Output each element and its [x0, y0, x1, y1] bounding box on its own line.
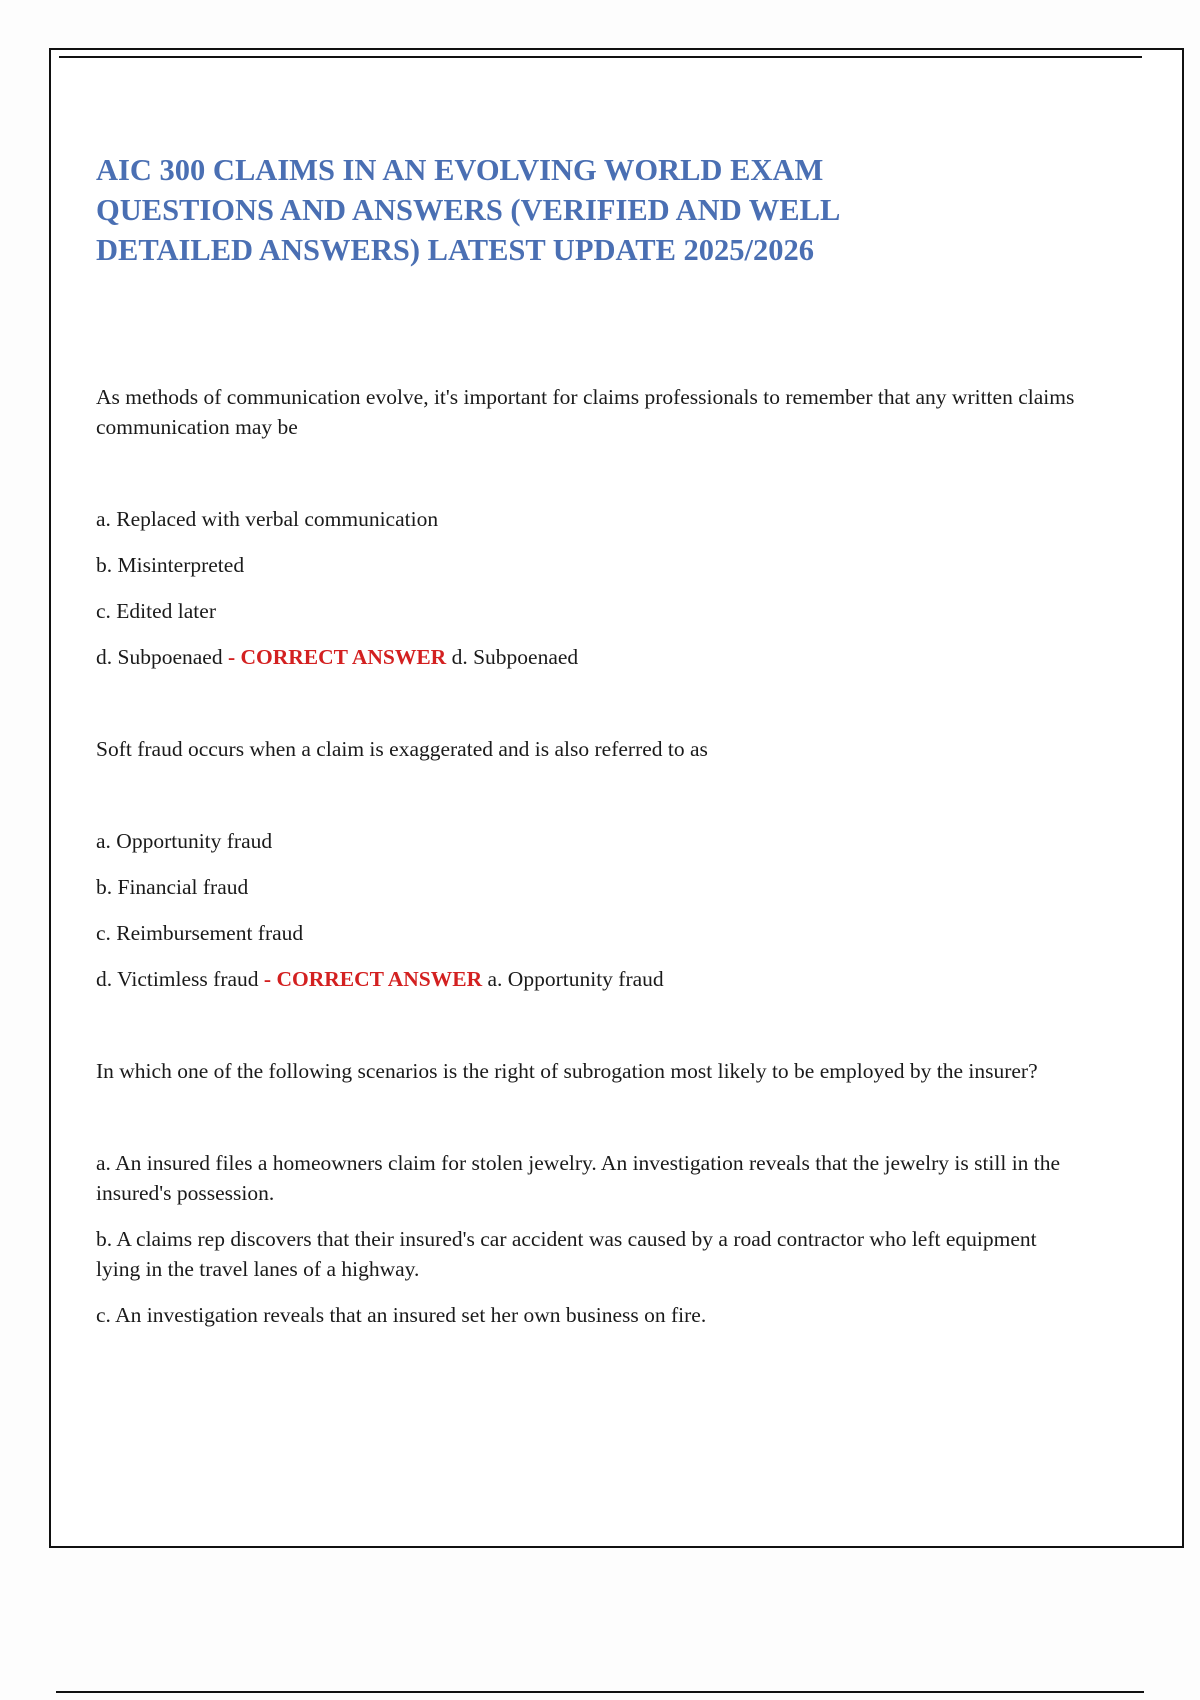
question-1-option-d	[96, 642, 1086, 672]
question-3-option-a: a. An insured files a homeowners claim for stolen jewelry. An investigation reveals that the jewelry is still in the insured's possession.	[96, 1151, 1061, 1205]
bottom-rule	[56, 1691, 1144, 1693]
document-content	[96, 150, 1086, 1346]
question-3-option-b: b. A claims rep discovers that their insured's car accident was caused by a road contractor who left equipment lying in the travel lanes of a highway.	[96, 1227, 1037, 1281]
question-2-text: Soft fraud occurs when a claim is exaggerated and is also referred to as	[96, 737, 708, 761]
question-2-option-d-text: d. Victimless fraud	[96, 967, 259, 991]
question-1-option-c: c. Edited later	[96, 599, 216, 623]
question-1-correct-answer: d. Subpoenaed	[451, 645, 579, 669]
question-3-text: In which one of the following scenarios is the right of subrogation most likely to be employed by the insurer?	[96, 1059, 1038, 1083]
question-2-correct-answer: a. Opportunity fraud	[487, 967, 664, 991]
question-1-option-a: a. Replaced with verbal communication	[96, 507, 439, 531]
question-2-option-b: b. Financial fraud	[96, 875, 249, 899]
question-1-correct-label: - CORRECT ANSWER	[227, 645, 447, 669]
question-2-option-d	[96, 964, 1086, 994]
question-3-option-c: c. An investigation reveals that an insured set her own business on fire.	[96, 1303, 707, 1327]
question-1-options	[96, 504, 1086, 672]
question-2-correct-label: - CORRECT ANSWER	[263, 967, 483, 991]
top-rule	[59, 56, 1142, 58]
question-1-text: As methods of communication evolve, it's important for claims professionals to remember that any written claims communication may be	[96, 385, 1075, 439]
question-1-option-d-text: d. Subpoenaed	[96, 645, 223, 669]
question-2-option-a: a. Opportunity fraud	[96, 829, 273, 853]
document-title: AIC 300 CLAIMS IN AN EVOLVING WORLD EXAM QUESTIONS AND ANSWERS (VERIFIED AND WELL DETAILED ANSWERS) LATEST UPDATE 2025/2026	[96, 153, 839, 267]
question-2-option-c: c. Reimbursement fraud	[96, 921, 304, 945]
question-3-options	[96, 1148, 1086, 1330]
question-2-options	[96, 826, 1086, 994]
question-1-option-b: b. Misinterpreted	[96, 553, 245, 577]
